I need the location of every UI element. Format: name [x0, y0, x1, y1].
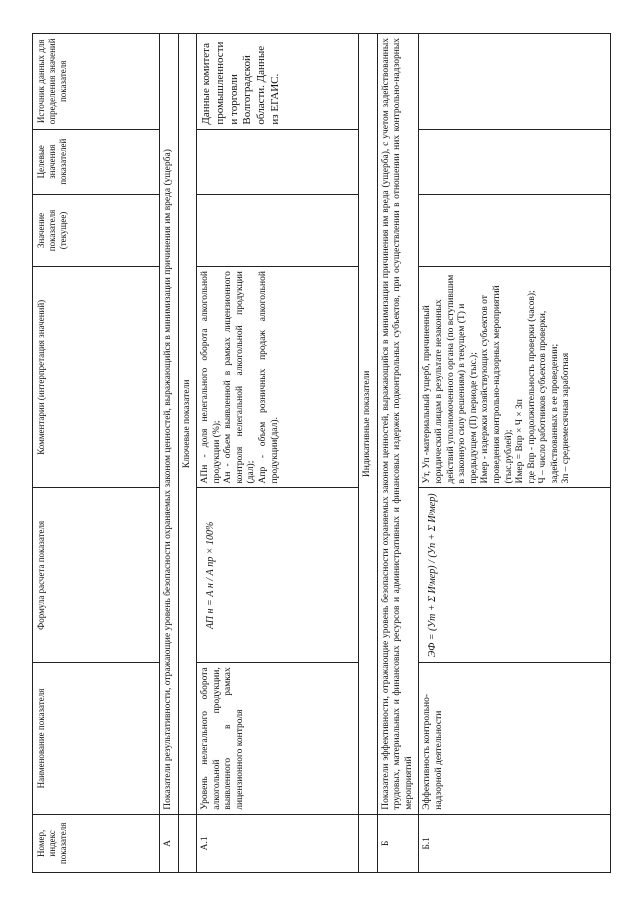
row-a1-comment: [197, 267, 359, 488]
comment-line: Апр - объем розничных продаж алкогольной продукции(дал).: [258, 271, 280, 484]
row-a1-current: [197, 194, 359, 266]
indicative-indicators-label: Индикативные показатели: [359, 34, 378, 815]
row-a1-formula: АП н = А н / А пр × 100%: [197, 488, 359, 663]
empty-cell: [359, 814, 378, 872]
row-b1: [419, 34, 611, 873]
header-sources: Источник данных для определения значений показателя: [33, 34, 160, 130]
indicators-table: [32, 33, 611, 873]
row-a1-name: Уровень нелегального оборота алкогольной продукции, выявленного в рамках лицензионного контроля: [197, 663, 359, 814]
comment-line: Ан - объем выявленной в рамках лицензионного контроля нелегальной алкогольной продукции (дал);: [223, 271, 257, 484]
section-a-title: Показатели результативности, отражающие уровень безопасности охраняемых законом ценностей, выражающийся в минимизации причинения им вреда (ущерба): [160, 34, 179, 815]
comment-line: Имер = Впр × Ч × Зп: [515, 399, 526, 484]
header-num: Номер, индекс показателя: [33, 814, 160, 872]
row-b1-name: Эффективность контрольно-надзорной деятельности: [419, 663, 611, 814]
row-a1-target: [197, 129, 359, 194]
row-b1-index: Б.1: [419, 814, 611, 872]
header-target: Целевые значения показателей: [33, 129, 160, 194]
section-a-row: [160, 34, 179, 873]
empty-cell: [178, 814, 197, 872]
row-a1-sources: Данные комитета промышленности и торговли Волгоградской области. Данные из ЕГАИС.: [197, 34, 359, 130]
key-indicators-row: [178, 34, 197, 873]
row-b1-formula: ЭФ = (Ут + Σ Иᵗмер) / (Уп + Σ Иᵖмер): [419, 488, 611, 663]
header-current: Значение показателя (текущее): [33, 194, 160, 266]
header-row: [33, 34, 160, 873]
section-b-title: Показатели эффективности, отражающие уровень безопасности охраняемых законом ценностей, выражающийся в минимизации причинения им вреда (ущерба), с учетом задействованных трудовых, материальных и финансовых ресурсов и административных и финансовых издержек подконтрольных субъектов, при осуществлении в отношении них контрольно-надзорных мероприятий: [377, 34, 419, 815]
row-a1-index: А.1: [197, 814, 359, 872]
header-name: Наименование показателя: [33, 663, 160, 814]
comment-line: Ут, Уп -материальный ущерб, причиненный юридический лицам в результате незаконных действий уполномоченного органа (по вступившим в законную силу решениям) в текущем (Т) и предыдущем (П) периоде (тыс.);: [422, 274, 479, 484]
key-indicators-label: Ключевые показатели: [178, 34, 197, 815]
row-b1-sources: [419, 34, 611, 130]
section-b-row: [377, 34, 419, 873]
section-a-index: А: [160, 814, 179, 872]
rotated-page: [32, 33, 600, 873]
comment-line: Ч – число работников субъектов проверки, задействованных в ее проведении;: [538, 310, 560, 484]
header-comment: Комментарии (интерпретация значений): [33, 267, 160, 488]
comment-line: Зп – среднемесячная заработная: [561, 352, 572, 484]
row-b1-current: [419, 194, 611, 266]
comment-line: где Впр - продолжительность проверки (часов);: [526, 290, 537, 484]
section-b-index: Б: [377, 814, 419, 872]
row-b1-target: [419, 129, 611, 194]
row-b1-comment: [419, 267, 611, 488]
comment-line: АПн - доля нелегального оборота алкогольной продукции (%);: [200, 271, 222, 484]
indicative-indicators-row: [359, 34, 378, 873]
header-formula: Формула расчета показателя: [33, 488, 160, 663]
comment-line: Имер - издержки хозяйствующих субъектов от проведения контрольно-надзорных мероприятий (тыс.рублей);: [480, 285, 514, 484]
row-a1: [197, 34, 359, 873]
